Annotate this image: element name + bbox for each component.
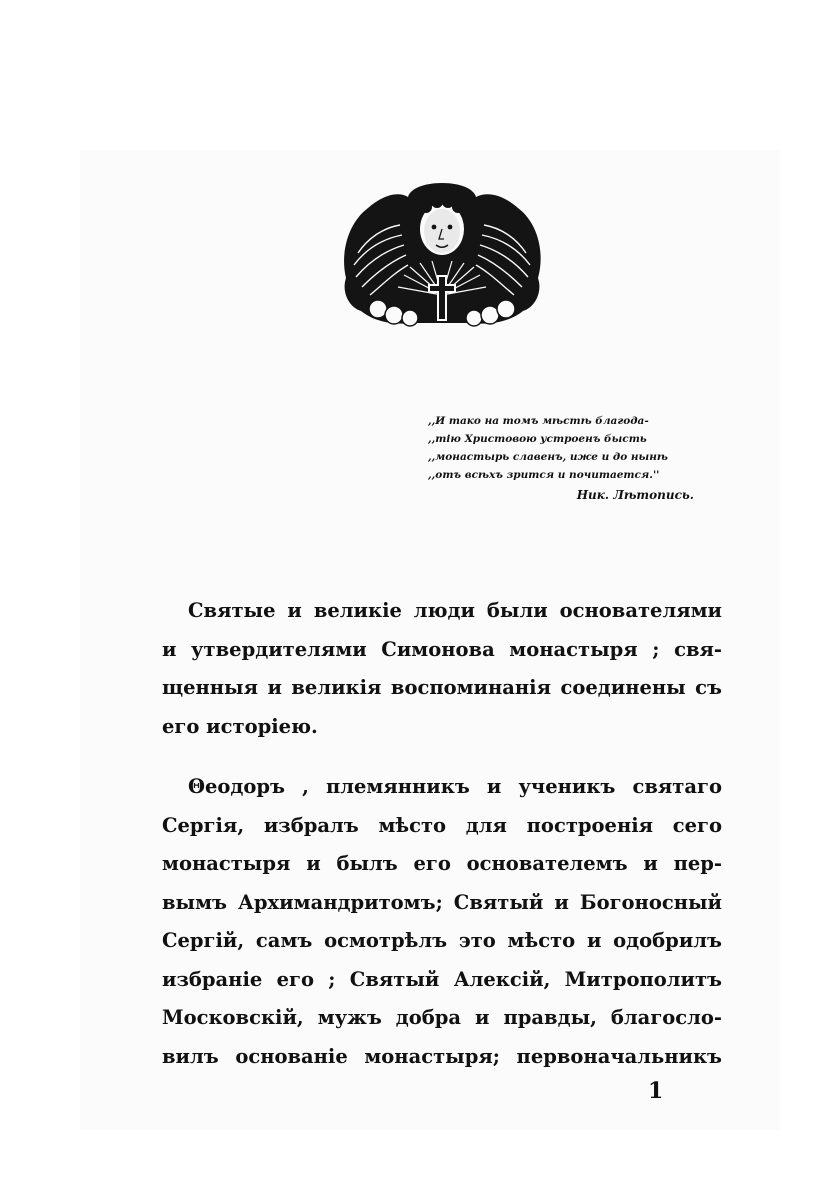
text-line: и утвердителями Симонова монастыря ; свя- <box>162 637 722 661</box>
text-line: его исторіею. <box>162 714 318 738</box>
text-line: вымъ Архимандритомъ; Святый и Богоносный <box>162 890 722 914</box>
epigraph-attribution: Ник. Лѣтопись. <box>576 488 694 502</box>
text-line: Московскій, мужъ добра и правды, благосло- <box>162 1006 722 1029</box>
epigraph-line: ,,монастырь славенъ, иже и до нынѣ <box>428 451 668 463</box>
body-text <box>162 592 722 1076</box>
text-line: Сергій, самъ осмотрѣлъ это мѣсто и одобрилъ <box>162 929 722 952</box>
text-line: Сергія, избралъ мѣсто для построенія сего <box>162 813 722 837</box>
epigraph-line: ,,отъ всѣхъ зрится и почитается.'' <box>428 469 660 481</box>
page-number: 1 <box>648 1078 664 1104</box>
cherub-cross-icon <box>338 183 546 328</box>
paragraph <box>162 592 722 746</box>
text-line: избраніе его ; Святый Алексій, Митрополитъ <box>162 967 722 991</box>
paragraph <box>162 768 722 1076</box>
text-line: Святые и великіе люди были основателями <box>188 599 722 622</box>
epigraph <box>428 412 728 504</box>
text-line: Θеодоръ , племянникъ и ученикъ святаго <box>188 775 722 798</box>
text-line: вилъ основаніе монастыря; первоначальникъ <box>162 1044 722 1068</box>
epigraph-line: ,,тію Христовою устроенъ бысть <box>428 433 647 445</box>
text-line: монастыря и былъ его основателемъ и пер- <box>162 852 722 875</box>
text-line: щенныя и великія воспоминанія соединены съ <box>162 676 722 699</box>
epigraph-line: ,,И тако на томъ мѣстѣ благода- <box>428 415 649 427</box>
